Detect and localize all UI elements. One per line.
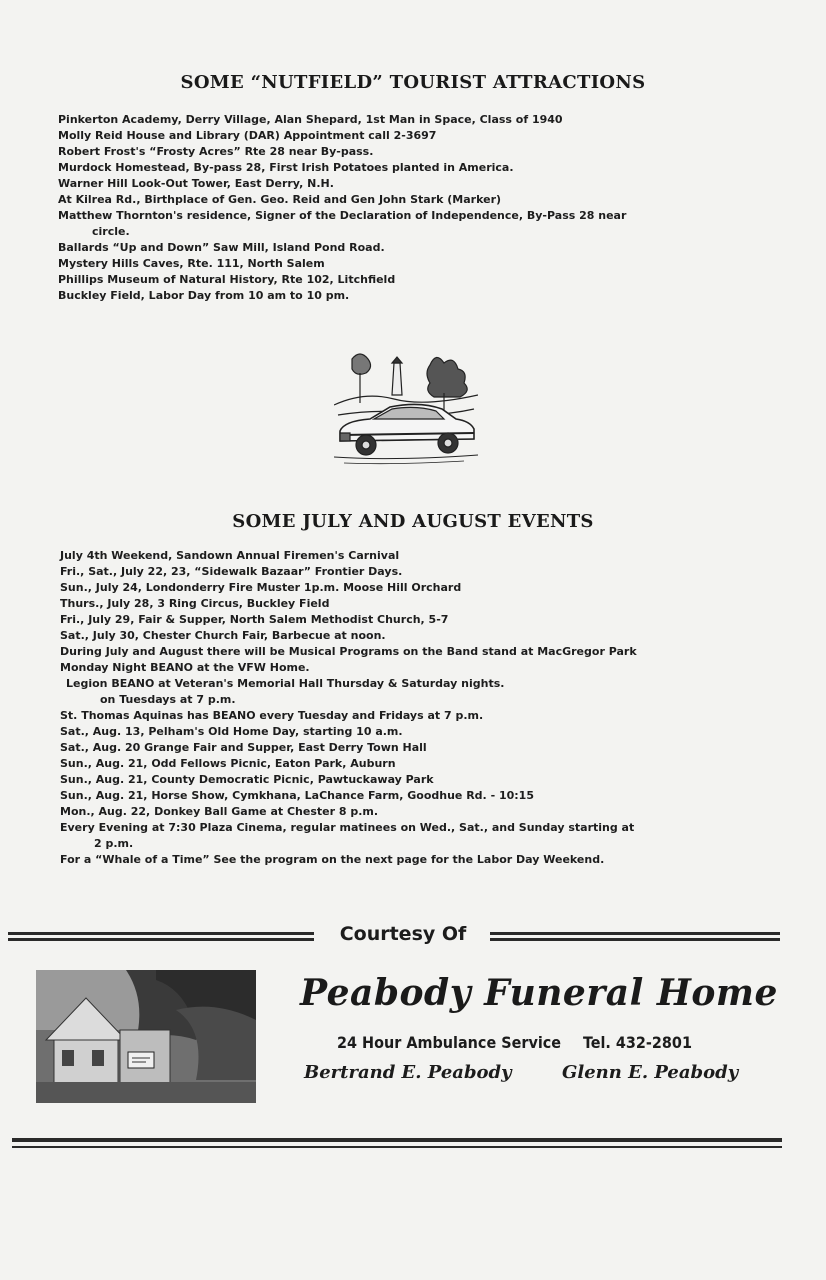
courtesy-label: Courtesy Of [339, 923, 467, 945]
list-item: Mystery Hills Caves, Rte. 111, North Salem [58, 257, 325, 270]
list-item: Warner Hill Look-Out Tower, East Derry, N.H. [58, 177, 334, 190]
list-item: Robert Frost's “Frosty Acres” Rte 28 near By-pass. [58, 145, 374, 158]
list-item: Sun., July 24, Londonderry Fire Muster 1p.m. Moose Hill Orchard [60, 581, 462, 594]
list-item-continuation: 2 p.m. [94, 837, 134, 850]
list-item: July 4th Weekend, Sandown Annual Firemen's Carnival [60, 549, 400, 562]
list-item-text: Every Evening at 7:30 Plaza Cinema, regular matinees on Wed., Sat., and Sunday starting at [60, 821, 635, 834]
list-item: During July and August there will be Musical Programs on the Band stand at MacGregor Park [60, 645, 637, 658]
owner-name-1: Bertrand E. Peabody [304, 1062, 512, 1083]
list-item [58, 208, 758, 240]
list-item: Monday Night BEANO at the VFW Home. [60, 661, 310, 674]
list-item: Murdock Homestead, By-pass 28, First Irish Potatoes planted in America. [58, 161, 514, 174]
attractions-list [58, 112, 758, 304]
list-item: Sun., Aug. 21, Odd Fellows Picnic, Eaton Park, Auburn [60, 757, 396, 770]
business-name: Peabody Funeral Home [300, 972, 778, 1014]
list-item: Fri., Sat., July 22, 23, “Sidewalk Bazaar” Frontier Days. [60, 565, 403, 578]
divider-right-top [490, 932, 780, 935]
list-item: At Kilrea Rd., Birthplace of Gen. Geo. Reid and Gen John Stark (Marker) [58, 193, 502, 206]
attractions-heading: SOME “NUTFIELD” TOURIST ATTRACTIONS [180, 72, 646, 93]
list-item: For a “Whale of a Time” See the program on the next page for the Labor Day Weekend. [60, 853, 605, 866]
list-item-text: Legion BEANO at Veteran's Memorial Hall Thursday & Saturday nights. [66, 677, 505, 690]
owner-name-2: Glenn E. Peabody [562, 1062, 739, 1083]
events-heading: SOME JULY AND AUGUST EVENTS [232, 511, 594, 532]
divider-bottom-2 [12, 1146, 782, 1148]
list-item: Sat., July 30, Chester Church Fair, Barbecue at noon. [60, 629, 386, 642]
phone-number: Tel. 432-2801 [583, 1033, 692, 1052]
car-scene-illustration [334, 345, 478, 465]
list-item: Phillips Museum of Natural History, Rte 102, Litchfield [58, 273, 396, 286]
list-item: Sat., Aug. 13, Pelham's Old Home Day, starting 10 a.m. [60, 725, 403, 738]
funeral-home-photo [36, 970, 256, 1103]
list-item: Molly Reid House and Library (DAR) Appointment call 2-3697 [58, 129, 437, 142]
list-item-continuation: on Tuesdays at 7 p.m. [100, 693, 236, 706]
list-item: Thurs., July 28, 3 Ring Circus, Buckley Field [60, 597, 330, 610]
list-item [60, 820, 760, 852]
list-item: Pinkerton Academy, Derry Village, Alan Shepard, 1st Man in Space, Class of 1940 [58, 113, 563, 126]
ambulance-service: 24 Hour Ambulance Service [337, 1033, 562, 1052]
list-item: Ballards “Up and Down” Saw Mill, Island Pond Road. [58, 241, 385, 254]
list-item: Mon., Aug. 22, Donkey Ball Game at Chester 8 p.m. [60, 805, 379, 818]
list-item: St. Thomas Aquinas has BEANO every Tuesday and Fridays at 7 p.m. [60, 709, 484, 722]
list-item: Sat., Aug. 20 Grange Fair and Supper, East Derry Town Hall [60, 741, 427, 754]
list-item-continuation: circle. [92, 225, 130, 238]
list-item-text: Matthew Thornton's residence, Signer of the Declaration of Independence, By-Pass 28 near [58, 209, 627, 222]
list-item [60, 676, 760, 708]
list-item: Sun., Aug. 21, Horse Show, Cymkhana, LaChance Farm, Goodhue Rd. - 10:15 [60, 789, 534, 802]
divider-bottom-1 [12, 1138, 782, 1142]
events-list [60, 548, 760, 868]
list-item: Sun., Aug. 21, County Democratic Picnic, Pawtuckaway Park [60, 773, 434, 786]
list-item: Fri., July 29, Fair & Supper, North Salem Methodist Church, 5-7 [60, 613, 449, 626]
divider-left-top [8, 932, 314, 935]
list-item: Buckley Field, Labor Day from 10 am to 10 pm. [58, 289, 350, 302]
